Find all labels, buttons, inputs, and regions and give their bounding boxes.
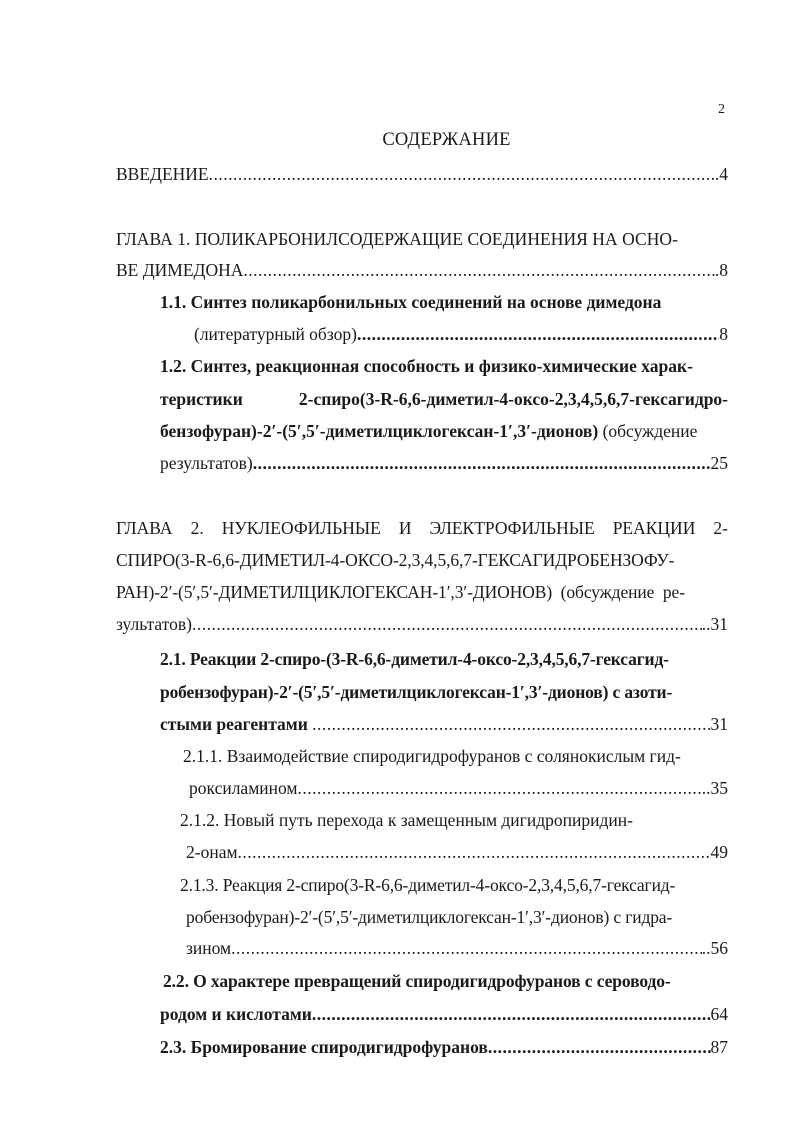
toc-section-1-2-line2[interactable] bbox=[160, 388, 728, 410]
toc-section-1-1-line1[interactable]: 1.1. Синтез поликарбонильных соединений на основе димедона bbox=[160, 292, 662, 312]
toc-section-1-2-line3[interactable] bbox=[160, 420, 697, 442]
toc-section-2-1-line2[interactable]: робензофуран)-2′-(5′,5′-диметилциклогексан-1′,3′-дионов) с азоти- bbox=[160, 682, 673, 702]
toc-entry-page: 31 bbox=[710, 714, 728, 734]
leader-dots bbox=[243, 259, 714, 281]
toc-section-2-1-line1[interactable]: 2.1. Реакции 2-спиро-(3-R-6,6-диметил-4-оксо-2,3,4,5,6,7-гексагид- bbox=[160, 649, 669, 669]
toc-section-1-2-line1[interactable]: 1.2. Синтез, реакционная способность и физико-химические харак- bbox=[160, 356, 693, 376]
toc-entry-label: родом и кислотами bbox=[160, 1004, 312, 1024]
page-number: 2 bbox=[718, 102, 725, 117]
toc-entry-page: .8 bbox=[714, 260, 728, 280]
toc-section-2-1-3-line1[interactable]: 2.1.3. Реакция 2-спиро(3-R-6,6-диметил-4-оксо-2,3,4,5,6,7-гексагид- bbox=[180, 875, 676, 895]
leader-dots bbox=[238, 841, 711, 863]
toc-section-2-1-1-line1[interactable]: 2.1.1. Взаимодействие спиродигидрофуранов с солянокислым гид- bbox=[183, 746, 681, 766]
toc-entry-label: 2.3. Бромирование спиродигидрофуранов bbox=[160, 1037, 488, 1057]
toc-chapter-2-line2[interactable]: СПИРО(3-R-6,6-ДИМЕТИЛ-4-ОКСО-2,3,4,5,6,7-ГЕКСАГИДРОБЕНЗОФУ- bbox=[116, 550, 675, 570]
toc-text: (обсуждение bbox=[598, 421, 698, 441]
toc-text: бензофуран)-2′-(5′,5′-диметилциклогексан-1′,3′-дионов) bbox=[160, 421, 599, 441]
toc-section-1-1[interactable] bbox=[194, 323, 728, 345]
toc-entry-label: результатов) bbox=[160, 453, 253, 473]
toc-section-2-1[interactable] bbox=[160, 713, 728, 735]
toc-section-2-2-line1[interactable]: 2.2. О характере превращений спиродигидрофуранов с сероводо- bbox=[163, 971, 671, 991]
toc-text: РЕАКЦИИ bbox=[612, 518, 696, 538]
toc-chapter-2[interactable] bbox=[116, 613, 728, 635]
toc-entry-label: (литературный обзор) bbox=[194, 324, 357, 344]
toc-entry-label: 2-онам bbox=[186, 842, 238, 862]
toc-title: СОДЕРЖАНИЕ bbox=[382, 130, 511, 150]
toc-text: 2- bbox=[713, 518, 728, 538]
toc-entry-page: 87 bbox=[710, 1037, 728, 1057]
toc-chapter-1[interactable] bbox=[116, 259, 728, 281]
leader-dots bbox=[312, 713, 710, 735]
toc-text: ЭЛЕКТРОФИЛЬНЫЕ bbox=[429, 518, 595, 538]
toc-entry-page: ...35 bbox=[697, 778, 728, 798]
toc-entry-page: ..31 bbox=[701, 614, 728, 634]
toc-entry-label: зином bbox=[186, 938, 232, 958]
toc-text: теристики bbox=[160, 389, 243, 409]
leader-dots bbox=[209, 163, 715, 185]
toc-text: И bbox=[398, 518, 412, 538]
toc-entry-label: ВЕ ДИМЕДОНА bbox=[116, 260, 244, 280]
toc-entry-label: роксиламином bbox=[189, 778, 298, 798]
leader-dots bbox=[488, 1036, 711, 1058]
toc-entry-page: .4 bbox=[714, 164, 728, 184]
toc-chapter-2-line3[interactable]: РАН)-2′-(5′,5′-ДИМЕТИЛЦИКЛОГЕКСАН-1′,3′-ДИОНОВ) (обсуждение ре- bbox=[116, 582, 685, 602]
leader-dots bbox=[192, 613, 702, 635]
toc-section-2-1-3-line2[interactable]: робензофуран)-2′-(5′,5′-диметилциклогексан-1′,3′-дионов) с гидра- bbox=[186, 907, 673, 927]
toc-text: НУКЛЕОФИЛЬНЫЕ bbox=[221, 518, 381, 538]
toc-entry-page: 49 bbox=[710, 842, 728, 862]
toc-entry-page: 8 bbox=[719, 324, 728, 344]
toc-text: ГЛАВА bbox=[116, 518, 173, 538]
toc-entry-page: ..56 bbox=[701, 938, 728, 958]
leader-dots bbox=[357, 323, 719, 345]
toc-text: 2-спиро(3-R-6,6-диметил-4-оксо-2,3,4,5,6,7-гексагидро- bbox=[298, 389, 728, 409]
toc-entry-page: 25 bbox=[710, 453, 728, 473]
leader-dots bbox=[298, 777, 698, 799]
toc-chapter-2-line1[interactable] bbox=[116, 517, 728, 539]
toc-entry-label: стыми реагентами bbox=[160, 714, 313, 734]
toc-section-2-1-1[interactable] bbox=[189, 777, 728, 799]
toc-section-2-1-2[interactable] bbox=[186, 841, 728, 863]
toc-chapter-1-line1[interactable]: ГЛАВА 1. ПОЛИКАРБОНИЛСОДЕРЖАЩИЕ СОЕДИНЕНИЯ НА ОСНО- bbox=[116, 229, 678, 249]
toc-section-2-1-2-line1[interactable]: 2.1.2. Новый путь перехода к замещенным дигидропиридин- bbox=[180, 810, 633, 830]
toc-section-1-2[interactable] bbox=[160, 452, 728, 474]
toc-entry-page: 64 bbox=[710, 1004, 728, 1024]
toc-section-2-1-3[interactable] bbox=[186, 937, 728, 959]
leader-dots bbox=[312, 1003, 711, 1025]
toc-section-2-2[interactable] bbox=[160, 1003, 728, 1025]
toc-text: 2. bbox=[190, 518, 204, 538]
toc-section-2-3[interactable] bbox=[160, 1036, 728, 1058]
toc-entry-label: ВВЕДЕНИЕ bbox=[116, 164, 209, 184]
leader-dots bbox=[253, 452, 711, 474]
leader-dots bbox=[231, 937, 702, 959]
toc-entry-intro[interactable] bbox=[116, 163, 728, 185]
toc-entry-label: зультатов) bbox=[116, 614, 193, 634]
